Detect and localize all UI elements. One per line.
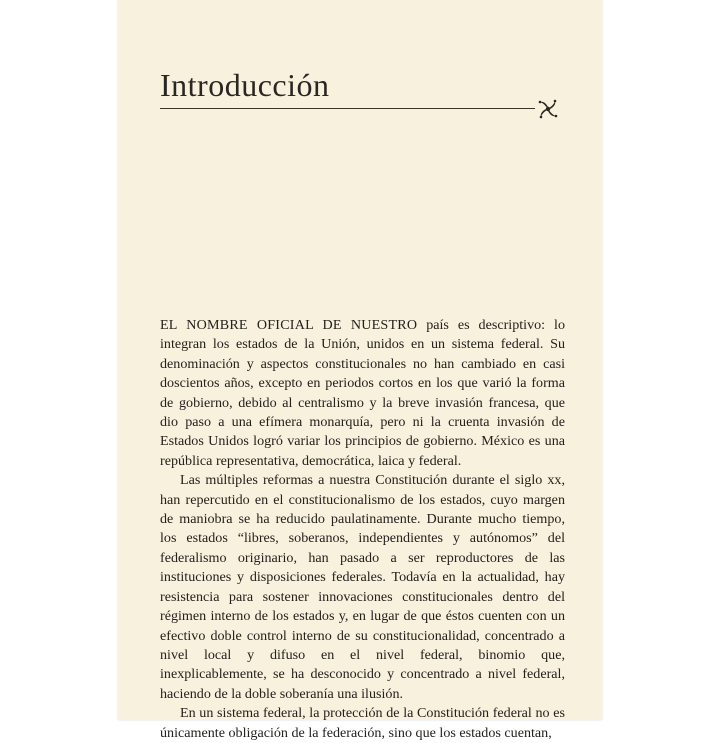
paragraph-1: [160, 316, 565, 471]
body-text: [160, 316, 565, 743]
title-rule: [160, 108, 535, 109]
fleuron-icon: [535, 96, 561, 122]
paragraph-text: En un sistema federal, la protección de la Constitución federal no es únicamente obligación de la federación, sino que los estados cuentan,: [160, 705, 565, 741]
paragraph-3: [160, 704, 565, 743]
chapter-title: Introducción: [160, 67, 330, 103]
paragraph-text: país es descriptivo: lo integran los estados de la Unión, unidos en un sistema federal. Su denominación y aspectos constitucionales no han cambiado en casi doscientos años, excepto en periodos cortos en los que varió la forma de gobierno, debido al centralismo y la breve invasión francesa, que dio paso a una efímera monarquía, pero ni la cruenta invasión de Estados Unidos logró variar los principios de gobierno. México es una república representativa, democrática, laica y federal.: [160, 317, 565, 469]
paragraph-2: [160, 471, 565, 704]
paragraph-lead: EL NOMBRE OFICIAL DE NUESTRO: [160, 317, 418, 333]
paragraph-text: Las múltiples reformas a nuestra Constitución durante el siglo xx, han repercutido en el constitucionalismo de los estados, cuyo margen de maniobra se ha reducido paulatinamente. Durante mucho tiempo, los estados “libres, soberanos, independientes y autónomos” del federalismo originario, han pasado a ser reproductores de las instituciones y disposiciones federales. Todavía en la actualidad, hay resistencia para sostener innovaciones constitucionales dentro del régimen interno de los estados y, en lugar de que éstos cuenten con un efectivo doble control interno de su constitucionalidad, concentrado a nivel local y difuso en el nivel federal, binomio que, inexplicablemente, se ha desconocido y concentrado a nivel federal, haciendo de la doble soberanía una ilusión.: [160, 472, 565, 702]
book-page: [118, 0, 602, 741]
